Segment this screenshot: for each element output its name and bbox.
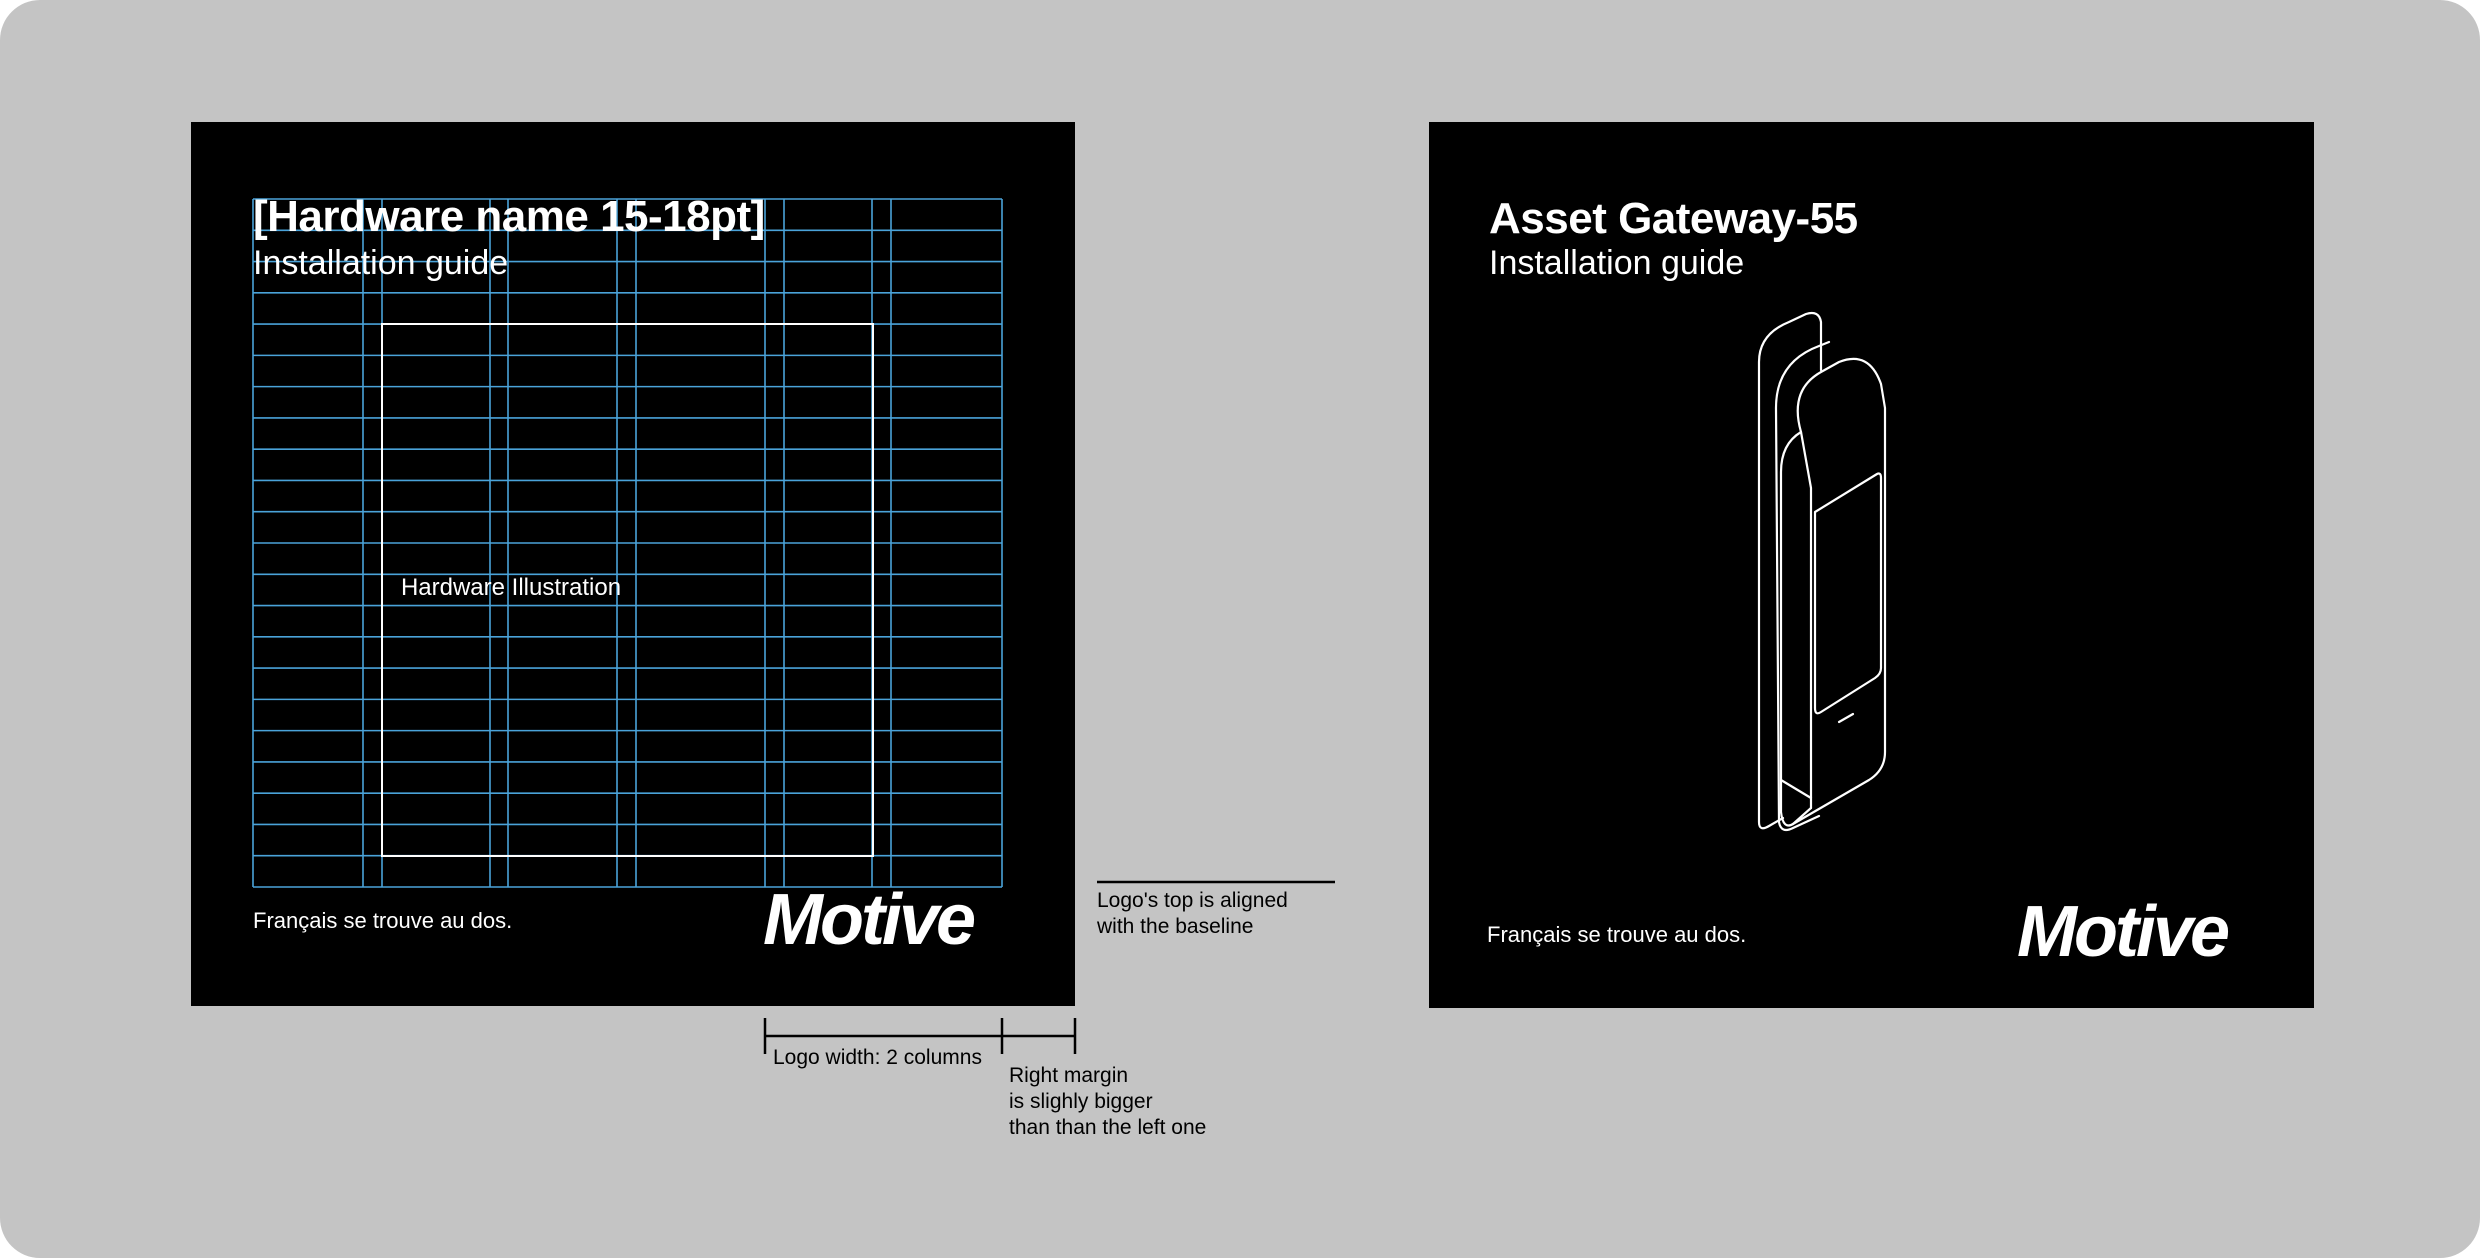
example-title: Asset Gateway-55 [1489, 194, 1858, 243]
right-margin-note [1009, 1063, 1206, 1141]
template-footnote: Français se trouve au dos. [253, 908, 513, 933]
logo-width-note: Logo width: 2 columns [773, 1046, 982, 1069]
right-margin-note-line: than than the left one [1009, 1116, 1207, 1139]
right-margin-note-line: is slighly bigger [1009, 1090, 1153, 1113]
template-title: [Hardware name 15-18pt] [253, 192, 765, 241]
motive-logo-text: Motive [763, 880, 974, 960]
logo-top-note [1097, 888, 1288, 940]
logo-top-note-line: Logo's top is aligned [1097, 889, 1288, 912]
example-footnote: Français se trouve au dos. [1487, 922, 1747, 947]
logo-top-note-line: with the baseline [1097, 915, 1254, 938]
illustration-placeholder-label: Hardware Illustration [400, 574, 622, 601]
right-margin-note-line: Right margin [1009, 1064, 1129, 1087]
example-subtitle: Installation guide [1489, 244, 1745, 282]
template-subtitle: Installation guide [253, 244, 509, 282]
motive-logo-text: Motive [2017, 892, 2228, 972]
